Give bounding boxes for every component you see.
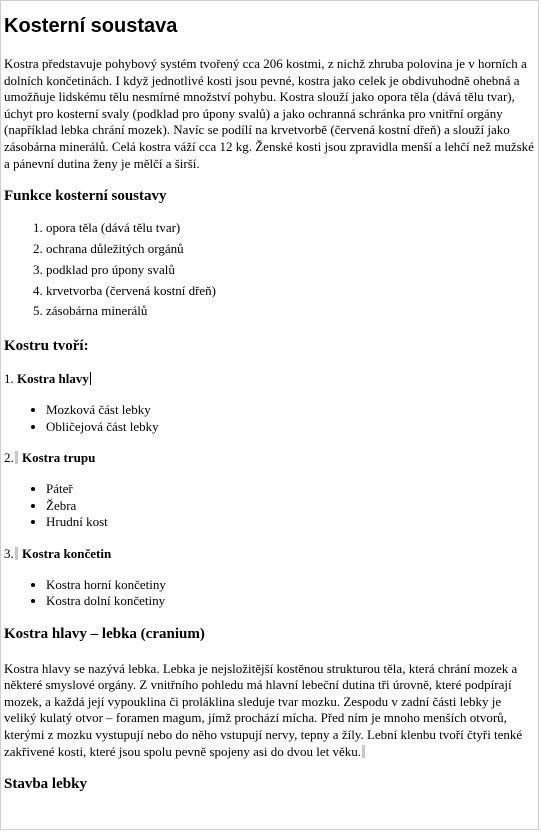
list-item: 5. zásobárna minerálů [46, 301, 536, 322]
list-item: 1. opora těla (dává tělu tvar) [46, 218, 536, 239]
section-number: 1. [4, 371, 14, 387]
skull-text: Kostra hlavy se nazývá lebka. Lebka je nejsložitější kostěnou strukturou těla, která chrání mozek a některé smyslové orgány. Z vnitřního pohledu má hlavní lebeční dutina tři úrovně, které podpírají mozek, a každá její vypouklina či proláklina sleduje tvar mozku. Zespodu v zadní části lebky je veliký kulatý otvor – foramen magum, jímž prochází mícha. Před ním je mnoho menších otvorů, kterými z mozku vystupují nebo do něho vstupují nervy, tepny a žíly. Lební klenbu tvoří čtyři tenké zakřivené kosti, které jsou spolu pevně spojeny asi do dvou let věku. [4, 660, 523, 759]
functions-list [4, 218, 536, 322]
section-title: Kostra hlavy [17, 371, 89, 387]
functions-heading: Funkce kosterní soustavy [4, 188, 167, 205]
formatting-mark [15, 451, 18, 464]
list-item: • Mozková část lebky [46, 402, 536, 419]
list-item: 2. ochrana důležitých orgánů [46, 239, 536, 260]
list-item: • Žebra [46, 498, 536, 515]
section-head-limbs[interactable] [4, 545, 536, 563]
list-item: • Kostra dolní končetiny [46, 593, 536, 610]
sublist-limbs [4, 577, 536, 610]
skeleton-heading: Kostru tvoří: [4, 338, 89, 355]
section-title: Kostra trupu [22, 450, 96, 466]
sublist-skull [4, 402, 536, 435]
skull-paragraph[interactable] [4, 661, 536, 761]
formatting-mark [15, 547, 18, 560]
list-item: • Obličejová část lebky [46, 419, 536, 436]
list-item: • Kostra horní končetiny [46, 577, 536, 594]
text-cursor [90, 372, 91, 385]
formatting-mark [362, 745, 365, 758]
section-title: Kostra končetin [22, 545, 112, 561]
list-item: 4. krvetvorba (červená kostní dřeň) [46, 281, 536, 302]
section-head-trunk[interactable] [4, 449, 536, 467]
section-number: 2. [4, 450, 14, 466]
skull-heading: Kostra hlavy – lebka (cranium) [4, 625, 205, 642]
section-head-skull[interactable] [4, 370, 536, 388]
skull-structure-heading: Stavba lebky [4, 776, 87, 793]
section-number: 3. [4, 545, 14, 561]
list-item: 3. podklad pro úpony svalů [46, 260, 536, 281]
page-title: Kosterní soustava [4, 15, 178, 37]
list-item: • Páteř [46, 481, 536, 498]
sublist-trunk [4, 481, 536, 531]
intro-paragraph[interactable]: Kostra představuje pohybový systém tvořený cca 206 kostmi, z nichž zhruba polovina je v horních a dolních končetinách. I když jednotlivé kosti jsou pevné, kostra jako celek je obdivuhodně ohebná a umožňuje lidskému tělu nesmírné množství pohybu. Kostra slouží jako opora těla (dává tělu tvar), úchyt pro kosterní svaly (podklad pro úpony svalů) a jako ochranná schránka pro vnitřní orgány (například lebka chrání mozek). Navíc se podílí na krvetvorbě (červená kostní dřeň) a slouží jako zásobárna minerálů. Celá kostra váží cca 12 kg. Ženské kosti jsou zpravidla menší a lehčí než mužské a pánevní dutina ženy je mělčí a širší. [4, 56, 534, 171]
list-item: • Hrudní kost [46, 514, 536, 531]
